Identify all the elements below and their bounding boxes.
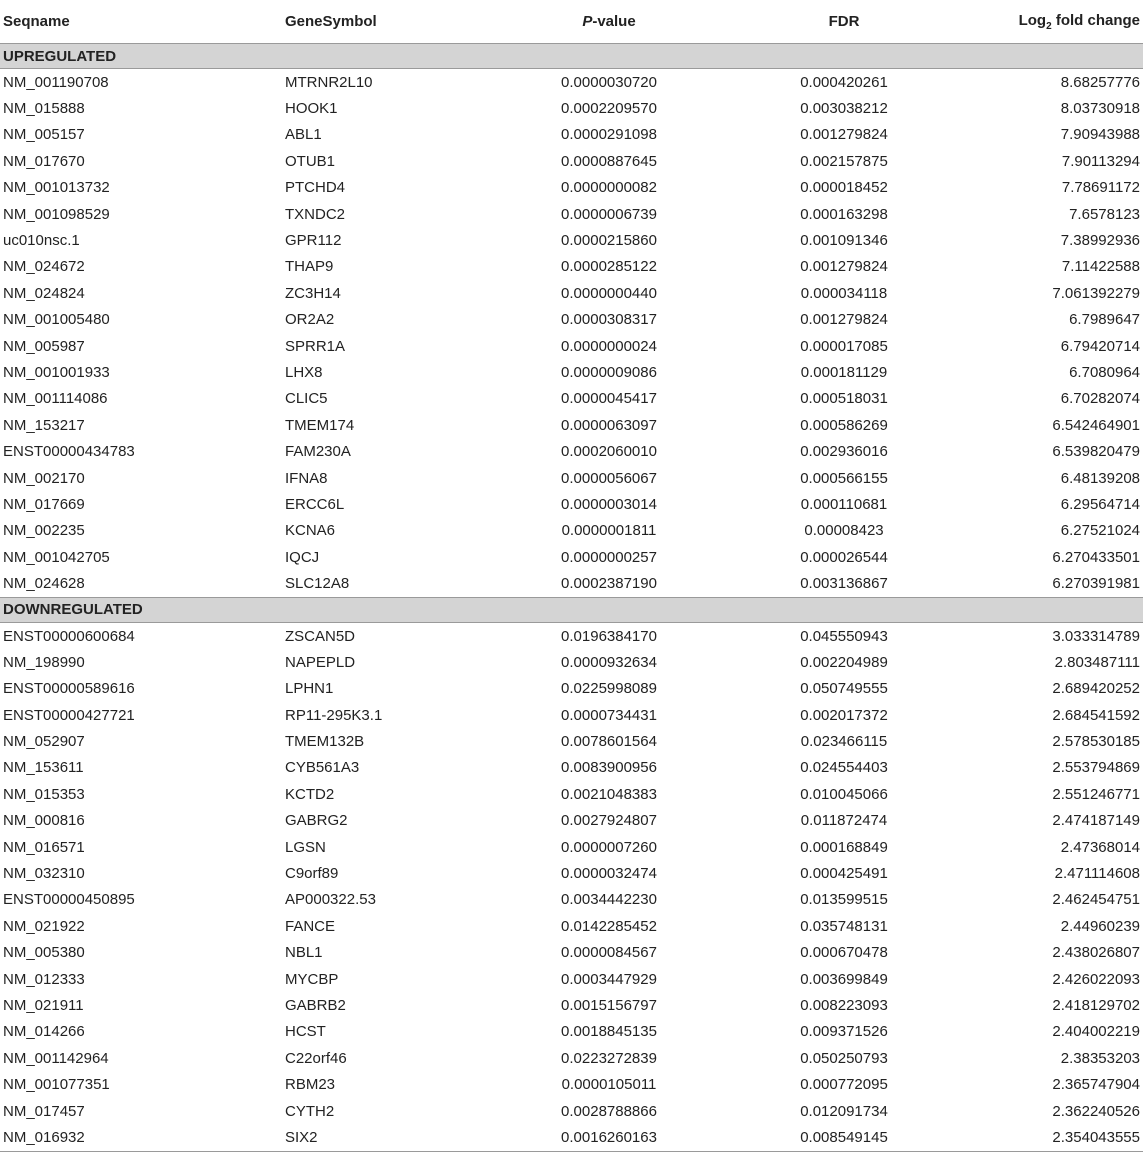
cell-p-value: 0.0000000082 [561,179,657,197]
cell-p-value: 0.0000887645 [561,152,657,170]
cell-seqname: NM_012333 [3,970,85,988]
cell-p-value: 0.0196384170 [561,627,657,645]
cell-log2-fold-change: 2.553794869 [1052,759,1140,777]
cell-seqname: NM_002170 [3,469,85,487]
table-row [0,148,1143,174]
cell-gene-symbol: ERCC6L [285,495,345,513]
cell-fdr: 0.000420261 [800,73,888,91]
cell-gene-symbol: KCNA6 [285,522,336,540]
cell-log2-fold-change: 6.29564714 [1060,495,1140,513]
cell-log2-fold-change: 2.578530185 [1052,733,1140,751]
cell-fdr: 0.00008423 [804,522,884,540]
header-log-sub: 2 [1046,20,1052,32]
cell-gene-symbol: CYB561A3 [285,759,360,777]
cell-seqname: NM_001013732 [3,179,110,197]
cell-seqname: NM_016571 [3,838,85,856]
cell-seqname: NM_198990 [3,653,85,671]
table-row [0,622,1143,649]
cell-fdr: 0.050250793 [800,1049,888,1067]
table-row [0,95,1143,121]
cell-gene-symbol: GABRB2 [285,996,346,1014]
table-row [0,491,1143,517]
cell-seqname: NM_017670 [3,152,85,170]
table-row [0,1019,1143,1045]
cell-gene-symbol: ABL1 [285,126,322,144]
cell-seqname: NM_017457 [3,1102,85,1120]
cell-gene-symbol: GPR112 [285,232,342,250]
cell-p-value: 0.0016260163 [494,1124,724,1151]
table-row [0,518,1143,544]
cell-p-value: 0.0142285452 [561,917,657,935]
cell-log2-fold-change: 2.803487111 [1054,653,1140,671]
cell-fdr: 0.000018452 [800,179,888,197]
cell-fdr: 0.002017372 [800,706,888,724]
cell-p-value: 0.0027924807 [561,812,657,830]
cell-gene-symbol: SIX2 [282,1124,494,1151]
cell-seqname: ENST00000427721 [3,706,135,724]
cell-seqname: NM_017669 [3,495,85,513]
cell-seqname: NM_153611 [3,759,84,777]
cell-fdr: 0.008223093 [800,996,888,1014]
cell-seqname: NM_001005480 [3,311,110,329]
header-log2-fold-change [964,0,1143,44]
table-row [0,860,1143,886]
table-row [0,201,1143,227]
cell-log2-fold-change: 7.11422588 [1061,258,1140,276]
cell-seqname: NM_001114086 [3,390,108,408]
cell-seqname: NM_024824 [3,284,85,302]
cell-gene-symbol: LHX8 [285,363,323,381]
table-row [0,649,1143,675]
header-seqname: Seqname [0,0,282,44]
cell-p-value: 0.0034442230 [561,891,657,909]
cell-p-value: 0.0000084567 [561,944,657,962]
cell-p-value: 0.0003447929 [561,970,657,988]
cell-log2-fold-change: 6.79420714 [1060,337,1140,355]
header-log-suffix: fold change [1051,11,1140,29]
table-row [0,728,1143,754]
cell-seqname: ENST00000600684 [3,627,135,645]
cell-p-value: 0.0225998089 [561,680,657,698]
cell-seqname: NM_001042705 [3,548,110,566]
header-p-value-italic: P [582,13,593,30]
cell-seqname: NM_000816 [3,812,85,830]
cell-fdr: 0.003699849 [800,970,888,988]
cell-log2-fold-change: 7.90113294 [1061,152,1140,170]
cell-fdr: 0.024554403 [800,759,888,777]
cell-p-value: 0.0002209570 [561,100,657,118]
cell-fdr: 0.002204989 [800,653,888,671]
cell-log2-fold-change: 3.033314789 [1052,627,1140,645]
cell-gene-symbol: MYCBP [285,970,339,988]
section-title: DOWNREGULATED [0,597,1143,622]
cell-log2-fold-change: 2.47368014 [1060,838,1140,856]
cell-p-value: 0.0000285122 [561,258,657,276]
cell-p-value: 0.0000308317 [561,311,657,329]
cell-fdr: 0.000163298 [800,205,888,223]
header-gene-symbol: GeneSymbol [282,0,494,44]
cell-gene-symbol: LPHN1 [285,680,334,698]
cell-fdr: 0.023466115 [800,733,888,751]
table-row [0,175,1143,201]
cell-log2-fold-change: 6.27521024 [1060,522,1140,540]
table-row [0,307,1143,333]
table-row [0,1071,1143,1097]
cell-seqname: ENST00000434783 [3,443,135,461]
cell-fdr: 0.035748131 [800,917,888,935]
cell-log2-fold-change: 8.03730918 [1060,100,1140,118]
table-row [0,412,1143,438]
cell-fdr: 0.010045066 [800,785,888,803]
cell-gene-symbol: FANCE [285,917,336,935]
cell-fdr: 0.000181129 [800,363,888,381]
cell-p-value: 0.0028788866 [561,1102,657,1120]
cell-gene-symbol: OR2A2 [285,311,335,329]
cell-seqname: NM_021922 [3,917,85,935]
cell-p-value: 0.0083900956 [561,759,657,777]
cell-seqname: NM_014266 [3,1023,85,1041]
cell-seqname: NM_016932 [0,1124,282,1151]
cell-seqname: NM_024672 [3,258,85,276]
section-header-row [0,597,1143,622]
cell-p-value: 0.0000045417 [561,390,657,408]
cell-seqname: NM_153217 [3,416,85,434]
cell-log2-fold-change: 2.551246771 [1052,785,1140,803]
cell-p-value: 0.0002387190 [561,575,657,593]
cell-seqname: NM_001190708 [3,73,109,91]
table-row [0,227,1143,253]
table-row [0,438,1143,464]
cell-seqname: NM_015353 [3,785,85,803]
cell-log2-fold-change: 6.542464901 [1052,416,1140,434]
cell-p-value: 0.0000001811 [561,522,657,540]
table-row [0,702,1143,728]
cell-p-value: 0.0000734431 [561,706,657,724]
cell-fdr: 0.012091734 [800,1102,888,1120]
cell-gene-symbol: SLC12A8 [285,575,350,593]
cell-seqname: ENST00000589616 [3,680,135,698]
cell-gene-symbol: KCTD2 [285,785,335,803]
cell-log2-fold-change: 6.7080964 [1069,363,1140,381]
cell-gene-symbol: AP000322.53 [285,891,376,909]
cell-gene-symbol: ZSCAN5D [285,627,356,645]
table-row [0,1045,1143,1071]
cell-log2-fold-change: 6.539820479 [1052,443,1140,461]
table-row [0,781,1143,807]
table-row [0,465,1143,491]
cell-p-value: 0.0000006739 [561,205,657,223]
header-p-value [494,0,724,44]
cell-gene-symbol: IQCJ [285,548,320,566]
cell-seqname: NM_015888 [3,100,85,118]
section-header-row [0,44,1143,69]
cell-p-value: 0.0000030720 [561,73,657,91]
cell-p-value: 0.0000003014 [561,495,657,513]
cell-log2-fold-change: 6.270391981 [1052,575,1140,593]
cell-gene-symbol: NAPEPLD [285,653,356,671]
cell-gene-symbol: SPRR1A [285,337,346,355]
cell-gene-symbol: HOOK1 [285,100,338,118]
table-row [0,834,1143,860]
cell-fdr: 0.000034118 [800,284,888,302]
cell-log2-fold-change: 8.68257776 [1060,73,1140,91]
cell-log2-fold-change: 2.689420252 [1052,680,1140,698]
cell-fdr: 0.011872474 [800,812,888,830]
cell-seqname: NM_001098529 [3,205,110,223]
cell-fdr: 0.000168849 [800,838,888,856]
cell-log2-fold-change: 6.70282074 [1060,390,1140,408]
table-row [0,254,1143,280]
table-row [0,69,1143,96]
cell-fdr: 0.000026544 [800,548,888,566]
table-row [0,544,1143,570]
cell-p-value: 0.0021048383 [561,785,657,803]
cell-log2-fold-change: 6.270433501 [1052,548,1140,566]
cell-fdr: 0.001279824 [800,258,888,276]
cell-gene-symbol: NBL1 [285,944,323,962]
cell-seqname: NM_032310 [3,865,85,883]
cell-fdr: 0.050749555 [800,680,888,698]
cell-p-value: 0.0015156797 [561,996,657,1014]
cell-log2-fold-change: 7.78691172 [1061,179,1140,197]
cell-seqname: NM_021911 [3,996,84,1014]
cell-seqname: NM_052907 [3,733,85,751]
cell-gene-symbol: ZC3H14 [285,284,341,302]
table-row [0,992,1143,1018]
cell-p-value: 0.0000000257 [561,548,657,566]
table-row [0,966,1143,992]
cell-p-value: 0.0000000440 [561,284,657,302]
cell-seqname: NM_002235 [3,522,85,540]
cell-log2-fold-change: 2.354043555 [964,1124,1143,1151]
table-row [0,570,1143,597]
cell-gene-symbol: RP11-295K3.1 [285,706,383,724]
cell-log2-fold-change: 2.362240526 [1052,1102,1140,1120]
cell-p-value: 0.0000056067 [561,469,657,487]
cell-fdr: 0.003038212 [800,100,888,118]
cell-log2-fold-change: 2.684541592 [1052,706,1140,724]
cell-gene-symbol: MTRNR2L10 [285,73,373,91]
cell-seqname: ENST00000450895 [3,891,135,909]
cell-log2-fold-change: 7.38992936 [1060,232,1140,250]
cell-fdr: 0.000518031 [800,390,888,408]
cell-p-value: 0.0000009086 [561,363,657,381]
cell-gene-symbol: THAP9 [285,258,334,276]
cell-gene-symbol: CLIC5 [285,390,328,408]
header-p-value-rest: -value [592,13,636,30]
cell-fdr: 0.001091346 [800,232,888,250]
cell-fdr: 0.002936016 [800,443,888,461]
cell-log2-fold-change: 7.6578123 [1069,205,1140,223]
cell-fdr: 0.000017085 [800,337,888,355]
table-row [0,676,1143,702]
cell-gene-symbol: OTUB1 [285,152,336,170]
cell-fdr: 0.045550943 [800,627,888,645]
cell-p-value: 0.0000032474 [561,865,657,883]
cell-fdr: 0.000566155 [800,469,888,487]
cell-seqname: NM_001142964 [3,1049,109,1067]
cell-gene-symbol: FAM230A [285,443,351,461]
table-row [0,359,1143,385]
cell-fdr: 0.000772095 [800,1076,888,1094]
cell-log2-fold-change: 7.90943988 [1060,126,1140,144]
table-row [0,913,1143,939]
table-body [0,44,1143,1152]
cell-p-value: 0.0000007260 [561,838,657,856]
cell-log2-fold-change: 2.38353203 [1060,1049,1140,1067]
table-header [0,0,1143,44]
cell-gene-symbol: TMEM174 [285,416,355,434]
header-log-prefix: Log [1018,11,1047,29]
table-row [0,1098,1143,1124]
cell-fdr: 0.009371526 [800,1023,888,1041]
cell-fdr: 0.008549145 [724,1124,964,1151]
header-row [0,0,1143,44]
cell-p-value: 0.0000291098 [561,126,657,144]
table-row [0,122,1143,148]
cell-log2-fold-change: 2.462454751 [1052,891,1140,909]
table-row [0,940,1143,966]
cell-log2-fold-change: 2.404002219 [1052,1023,1140,1041]
cell-seqname: NM_005157 [3,126,85,144]
cell-fdr: 0.001279824 [800,126,888,144]
cell-fdr: 0.002157875 [800,152,888,170]
cell-p-value: 0.0078601564 [561,733,657,751]
table-row [0,755,1143,781]
cell-p-value: 0.0223272839 [561,1049,657,1067]
cell-p-value: 0.0000215860 [561,232,657,250]
cell-gene-symbol: GABRG2 [285,812,348,830]
table-row [0,808,1143,834]
cell-p-value: 0.0000105011 [561,1076,657,1094]
cell-p-value: 0.0000063097 [561,416,657,434]
cell-fdr: 0.000586269 [800,416,888,434]
cell-gene-symbol: LGSN [285,838,326,856]
cell-log2-fold-change: 2.426022093 [1052,970,1140,988]
table-row [0,887,1143,913]
cell-gene-symbol: C22orf46 [285,1049,347,1067]
cell-log2-fold-change: 7.061392279 [1052,284,1140,302]
cell-fdr: 0.000110681 [800,495,888,513]
table-row [0,333,1143,359]
cell-log2-fold-change: 2.365747904 [1052,1076,1140,1094]
header-fdr: FDR [724,0,964,44]
cell-gene-symbol: CYTH2 [285,1102,335,1120]
section-title: UPREGULATED [0,44,1143,69]
cell-gene-symbol: RBM23 [285,1076,336,1094]
cell-p-value: 0.0000932634 [561,653,657,671]
cell-seqname: NM_005987 [3,337,85,355]
cell-log2-fold-change: 2.418129702 [1052,996,1140,1014]
cell-seqname: NM_024628 [3,575,85,593]
cell-log2-fold-change: 2.44960239 [1060,917,1140,935]
table-row [0,1124,1143,1151]
cell-log2-fold-change: 6.48139208 [1060,469,1140,487]
cell-log2-fold-change: 2.438026807 [1052,944,1140,962]
cell-log2-fold-change: 6.7989647 [1069,311,1140,329]
cell-seqname: NM_005380 [3,944,85,962]
cell-fdr: 0.000670478 [800,944,888,962]
cell-seqname: uc010nsc.1 [3,232,80,250]
cell-gene-symbol: TXNDC2 [285,205,346,223]
table-row [0,280,1143,306]
cell-p-value: 0.0002060010 [561,443,657,461]
cell-gene-symbol: C9orf89 [285,865,339,883]
cell-seqname: NM_001077351 [3,1076,110,1094]
cell-gene-symbol: TMEM132B [285,733,365,751]
cell-fdr: 0.003136867 [800,575,888,593]
cell-seqname: NM_001001933 [3,363,110,381]
cell-fdr: 0.013599515 [800,891,888,909]
cell-gene-symbol: HCST [285,1023,326,1041]
cell-fdr: 0.000425491 [800,865,888,883]
cell-gene-symbol: PTCHD4 [285,179,346,197]
cell-log2-fold-change: 2.474187149 [1052,812,1140,830]
cell-p-value: 0.0018845135 [561,1023,657,1041]
cell-gene-symbol: IFNA8 [285,469,328,487]
cell-fdr: 0.001279824 [800,311,888,329]
cell-log2-fold-change: 2.471114608 [1054,865,1140,883]
cell-p-value: 0.0000000024 [561,337,657,355]
table-row [0,386,1143,412]
